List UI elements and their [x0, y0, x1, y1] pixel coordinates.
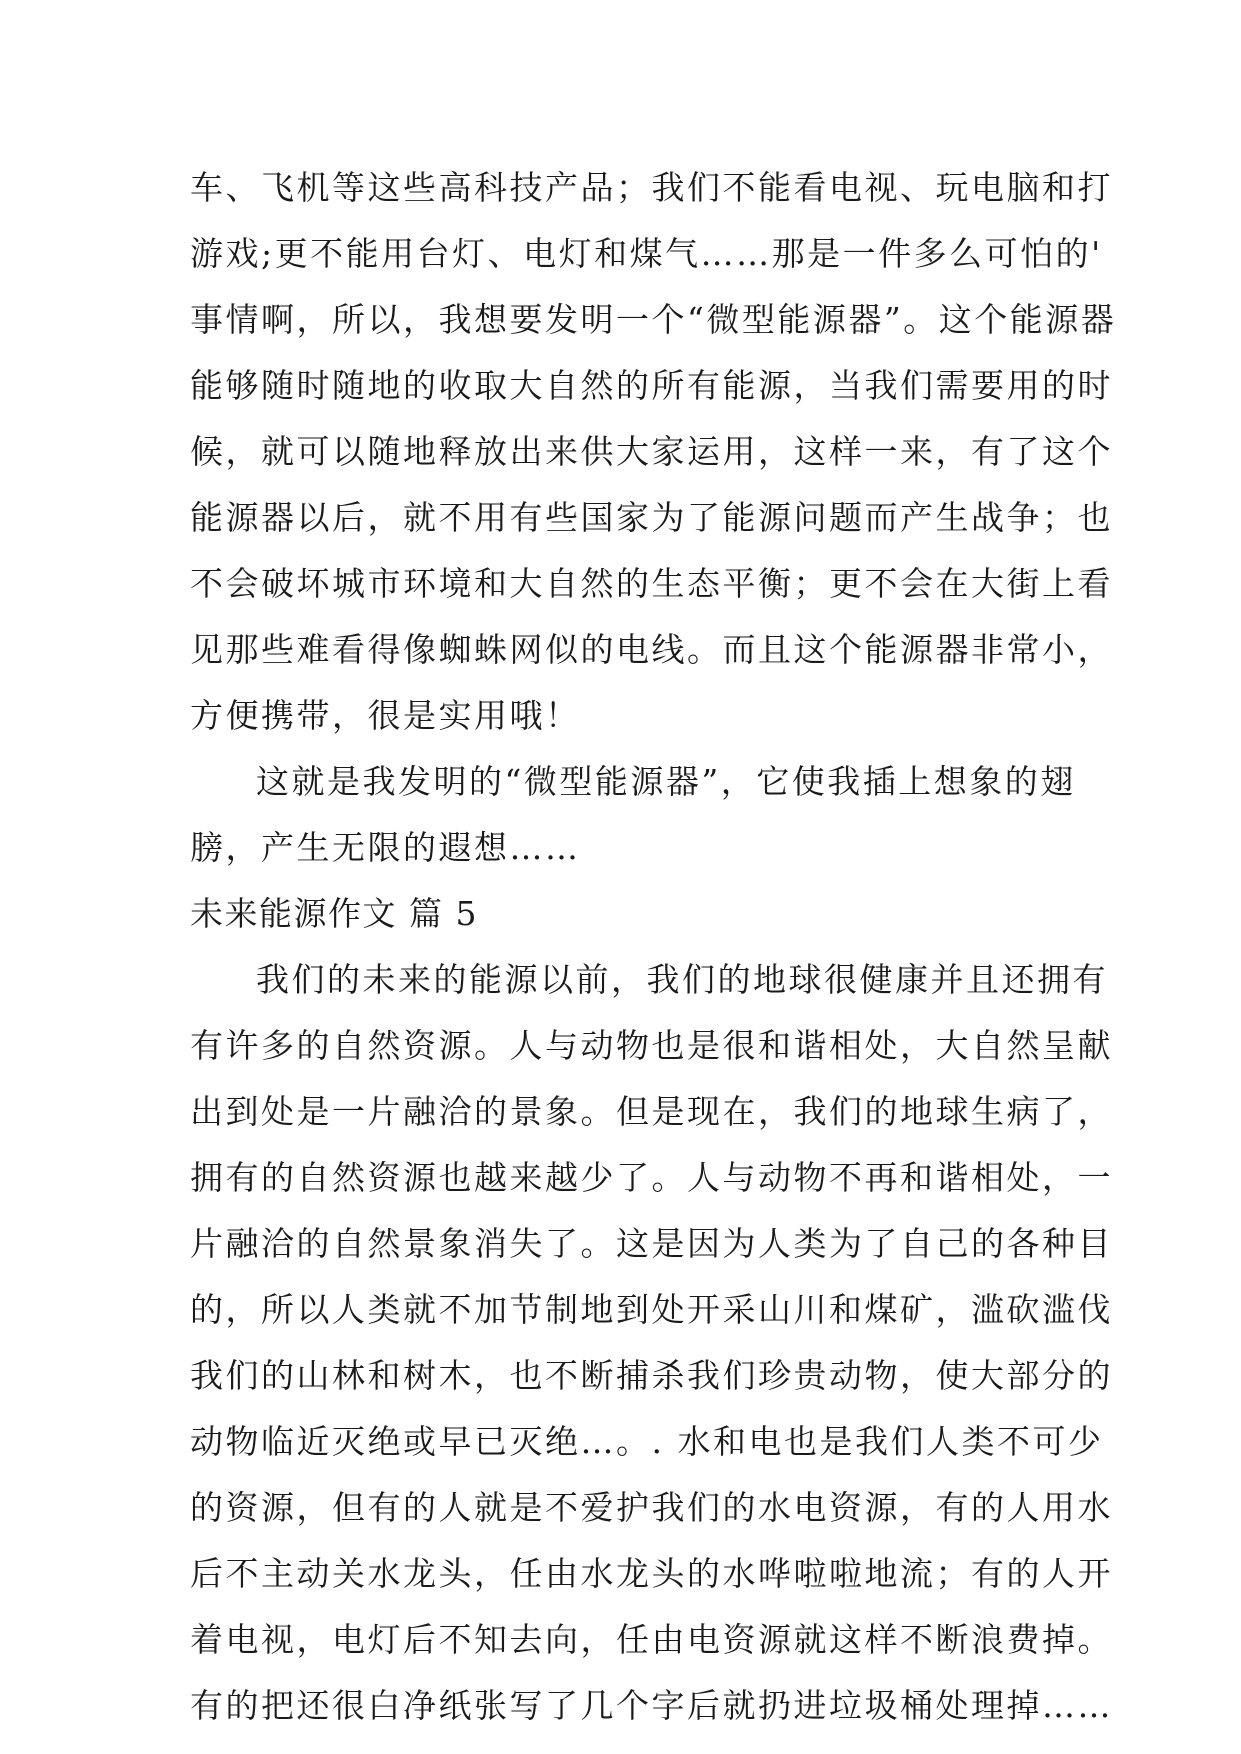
- text-line: 膀，产生无限的遐想……: [190, 828, 581, 867]
- paragraph-first-line: 我们的未来的能源以前，我们的地球很健康并且还拥有: [256, 960, 1108, 999]
- text-line: 动物临近灭绝或早已灭绝…。. 水和电也是我们人类不可少: [190, 1422, 1104, 1461]
- text-line: 见那些难看得像蜘蛛网似的电线。而且这个能源器非常小，: [190, 630, 1113, 669]
- text-line: 候，就可以随地释放出来供大家运用，这样一来，有了这个: [190, 432, 1113, 471]
- text-line: 能源器以后，就不用有些国家为了能源问题而产生战争；也: [190, 498, 1113, 537]
- essay-text: [190, 155, 1117, 1739]
- text-line: 的，所以人类就不加节制地到处开采山川和煤矿，滥砍滥伐: [190, 1290, 1113, 1329]
- text-line: 着电视，电灯后不知去向，任由电资源就这样不断浪费掉。: [190, 1620, 1113, 1659]
- text-line: 有许多的自然资源。人与动物也是很和谐相处，大自然呈献: [190, 1026, 1113, 1065]
- text-line: 我们的山林和树木，也不断捕杀我们珍贵动物，使大部分的: [190, 1356, 1113, 1395]
- text-line: 方便携带，很是实用哦！: [190, 696, 581, 735]
- text-line: 出到处是一片融洽的景象。但是现在，我们的地球生病了，: [190, 1092, 1113, 1131]
- paragraph-first-line: 这就是我发明的“微型能源器”，它使我插上想象的翅: [256, 762, 1076, 801]
- text-line: 的资源，但有的人就是不爱护我们的水电资源，有的人用水: [190, 1488, 1113, 1527]
- text-line: 后不主动关水龙头，任由水龙头的水哗啦啦地流；有的人开: [190, 1554, 1113, 1593]
- text-line: 不会破坏城市环境和大自然的生态平衡；更不会在大街上看: [190, 564, 1113, 603]
- section-heading: 未来能源作文 篇 5: [190, 894, 478, 933]
- text-line: 拥有的自然资源也越来越少了。人与动物不再和谐相处，一: [190, 1158, 1113, 1197]
- text-line: 能够随时随地的收取大自然的所有能源，当我们需要用的时: [190, 366, 1113, 405]
- text-line: 游戏;更不能用台灯、电灯和煤气……那是一件多么可怕的': [190, 234, 1103, 273]
- text-line: 车、飞机等这些高科技产品；我们不能看电视、玩电脑和打: [190, 168, 1113, 207]
- text-line: 事情啊，所以，我想要发明一个“微型能源器”。这个能源器: [190, 300, 1117, 339]
- text-line: 有的把还很白净纸张写了几个字后就扔进垃圾桶处理掉……: [190, 1686, 1113, 1725]
- text-line: 片融洽的自然景象消失了。这是因为人类为了自己的各种目: [190, 1224, 1113, 1263]
